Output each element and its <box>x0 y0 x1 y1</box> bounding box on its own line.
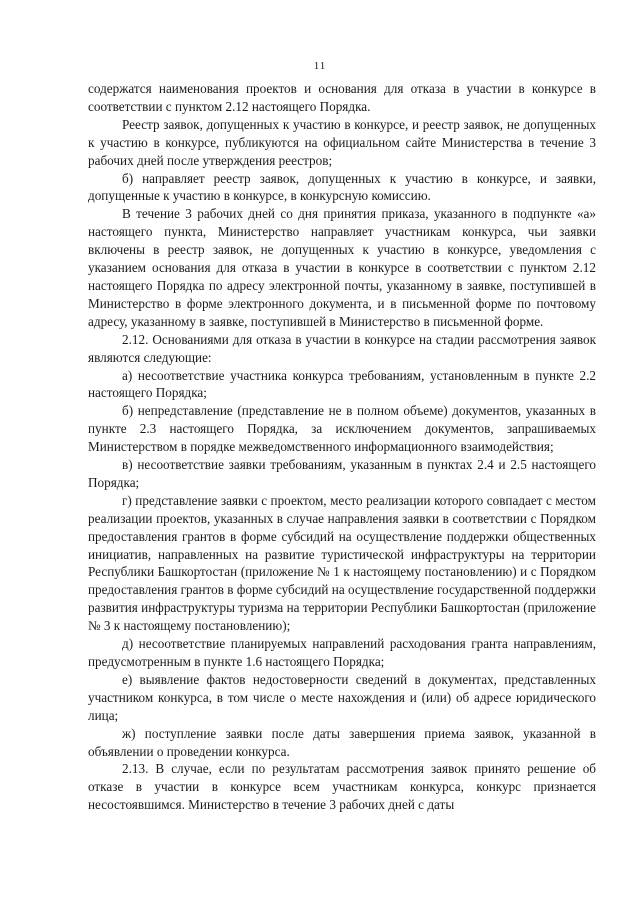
list-item-b: б) непредставление (представление не в полном объеме) документов, указанных в пункте 2.3 настоящего Порядка, за исключением документов, запрашиваемых Министерством в порядке межведомственного информационного взаимодействия; <box>88 403 596 455</box>
list-item-d: д) несоответствие планируемых направлений расходования гранта направлениям, предусмотренным в пункте 1.6 настоящего Порядка; <box>88 636 596 669</box>
paragraph-2-13: 2.13. В случае, если по результатам рассмотрения заявок принято решение об отказе в участии в конкурсе всем участникам конкурса, конкурс признается несостоявшимся. Министерство в течение 3 рабочих дней с даты <box>88 761 596 813</box>
list-item-a: а) несоответствие участника конкурса требованиям, установленным в пункте 2.2 настоящего Порядка; <box>88 367 596 401</box>
document-body <box>88 80 596 814</box>
list-item-g: г) представление заявки с проектом, место реализации которого совпадает с местом реализации проектов, указанных в случае направления заявки в соответствии с Порядком предоставления грантов в форме субсидий на осуществление поддержки общественных инициатив, направленных на развитие туристической инфраструктуры на территории Республики Башкортостан (приложение № 1 к настоящему постановлению) и с Порядком предоставления грантов в форме субсидий на осуществление государственной поддержки развития инфраструктуры туризма на территории Республики Башкортостан (приложение № 3 к настоящему постановлению); <box>88 492 596 634</box>
page-number: 11 <box>313 60 327 72</box>
paragraph-registry-publication: Реестр заявок, допущенных к участию в конкурсе, и реестр заявок, не допущенных к участию в конкурсе, публикуются на официальном сайте Министерства в течение 3 рабочих дней после утверждения реестров; <box>88 116 596 168</box>
list-item-zh: ж) поступление заявки после даты завершения приема заявок, указанной в объявлении о проведении конкурса. <box>88 725 596 759</box>
list-item-v: в) несоответствие заявки требованиям, указанным в пунктах 2.4 и 2.5 настоящего Порядка; <box>88 457 596 490</box>
list-item-b-registry: б) направляет реестр заявок, допущенных к участию в конкурсе, и заявки, допущенные к участию в конкурсе, в конкурсную комиссию. <box>88 170 596 204</box>
paragraph-2-12-heading: 2.12. Основаниями для отказа в участии в конкурсе на стадии рассмотрения заявок являются следующие: <box>88 331 596 365</box>
paragraph-continuation: содержатся наименования проектов и основания для отказа в участии в конкурсе в соответствии с пунктом 2.12 настоящего Порядка. <box>88 81 596 114</box>
paragraph-notification: В течение 3 рабочих дней со дня принятия приказа, указанного в подпункте «а» настоящего пункта, Министерство направляет участникам конкурса, чьи заявки включены в реестр заявок, не допущенных к участию в конкурсе, уведомления с указанием основания для отказа в участии в конкурсе в соответствии с пунктом 2.12 настоящего Порядка по адресу электронной почты, указанному в заявке, поступившей в Министерство в форме электронного документа, и в письменной форме по почтовому адресу, указанному в заявке, поступившей в Министерство в письменной форме. <box>88 206 596 329</box>
list-item-e: е) выявление фактов недостоверности сведений в документах, представленных участником конкурса, в том числе о месте нахождения и (или) об адресе юридического лица; <box>88 671 596 723</box>
